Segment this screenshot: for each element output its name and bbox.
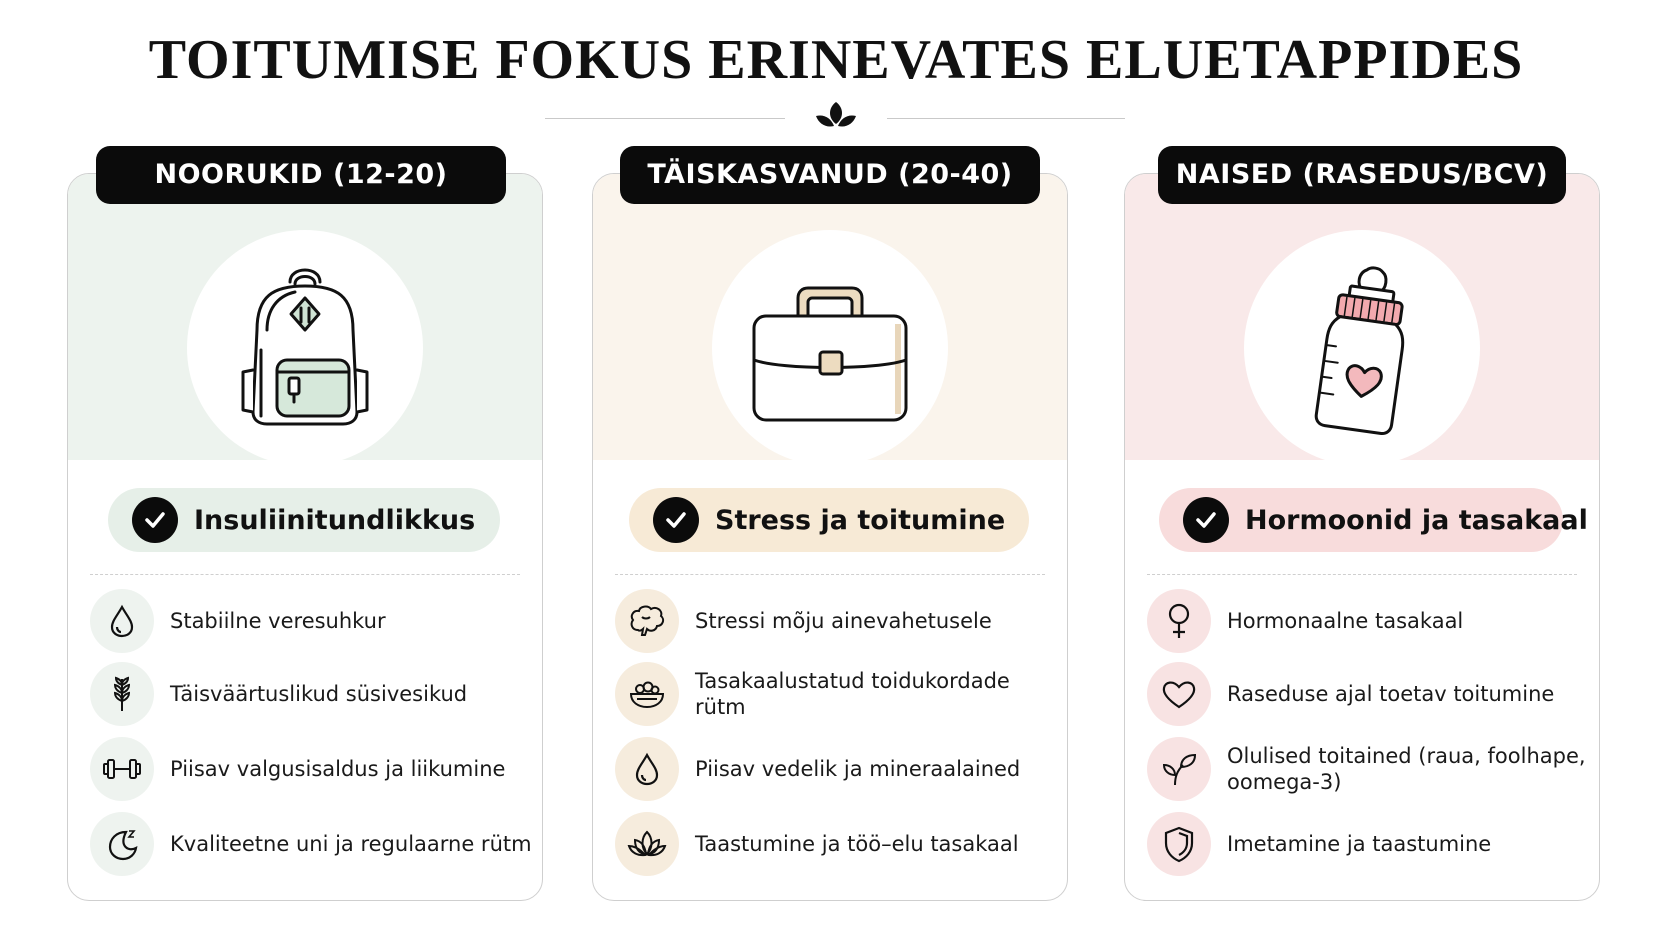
list-item: [90, 662, 532, 726]
focus-label: Stress ja toitumine: [715, 504, 1006, 536]
item-text: Piisav vedelik ja mineraalained: [695, 757, 1021, 781]
card-header-area: [68, 174, 542, 460]
column-tag-adults: TÄISKASVANUD (20-40): [620, 146, 1040, 204]
list-item: [615, 812, 1057, 876]
bowl-icon: [615, 662, 679, 726]
drop-icon: [90, 589, 154, 653]
list-item: [615, 737, 1057, 801]
dashed-divider: [1147, 574, 1577, 575]
leaves-icon: [814, 98, 858, 138]
item-text: Olulised toitained (raua, foolhape, oomega-3): [1227, 744, 1586, 794]
item-text: Tasakaalustatud toidukordade rütm: [695, 669, 1010, 719]
shield-icon: [1147, 812, 1211, 876]
divider-line-right: [887, 118, 1125, 119]
list-item: [615, 589, 1057, 653]
list-item: [90, 812, 532, 876]
item-text: Stressi mõju ainevahetusele: [695, 609, 992, 633]
baby-bottle-icon: [1244, 230, 1480, 466]
illustration-circle: [187, 230, 423, 466]
lotus-icon: [615, 812, 679, 876]
item-text: Piisav valgusisaldus ja liikumine: [170, 757, 506, 781]
item-text: Kvaliteetne uni ja regulaarne rütm: [170, 832, 532, 856]
dashed-divider: [90, 574, 520, 575]
illustration-circle: [1244, 230, 1480, 466]
card-youth: [67, 173, 543, 901]
card-women: [1124, 173, 1600, 901]
sprout-icon: [1147, 737, 1211, 801]
list-item: [90, 589, 532, 653]
list-item: [1147, 662, 1589, 726]
list-item: [1147, 737, 1589, 801]
list-item: [1147, 812, 1589, 876]
check-icon: [132, 497, 178, 543]
briefcase-icon: [712, 230, 948, 466]
column-tag-women: NAISED (RASEDUS/BCV): [1158, 146, 1566, 204]
list-item: [1147, 589, 1589, 653]
item-text: Hormonaalne tasakaal: [1227, 609, 1464, 633]
item-text: Täisväärtuslikud süsivesikud: [170, 682, 468, 706]
check-icon: [1183, 497, 1229, 543]
item-text: Taastumine ja töö–elu tasakaal: [695, 832, 1019, 856]
card-adults: [592, 173, 1068, 901]
dumbbell-icon: [90, 737, 154, 801]
item-text: Stabiilne veresuhkur: [170, 609, 386, 633]
list-item: [615, 662, 1057, 726]
brain-icon: [615, 589, 679, 653]
moon-icon: [90, 812, 154, 876]
focus-pill: [1159, 488, 1588, 552]
heart-icon: [1147, 662, 1211, 726]
drop-icon: [615, 737, 679, 801]
backpack-icon: [187, 230, 423, 466]
illustration-circle: [712, 230, 948, 466]
focus-pill: [629, 488, 1029, 552]
card-header-area: [1125, 174, 1599, 460]
focus-pill: [108, 488, 500, 552]
check-icon: [653, 497, 699, 543]
wheat-icon: [90, 662, 154, 726]
female-symbol-icon: [1147, 589, 1211, 653]
focus-label: Insuliinitundlikkus: [194, 504, 476, 536]
title-divider: [0, 98, 1672, 138]
list-item: [90, 737, 532, 801]
dashed-divider: [615, 574, 1045, 575]
card-header-area: [593, 174, 1067, 460]
item-text: Imetamine ja taastumine: [1227, 832, 1492, 856]
focus-label: Hormoonid ja tasakaal: [1245, 504, 1588, 536]
divider-line-left: [545, 118, 785, 119]
page-title: TOITUMISE FOKUS ERINEVATES ELUETAPPIDES: [148, 29, 1524, 91]
item-text: Raseduse ajal toetav toitumine: [1227, 682, 1555, 706]
column-tag-youth: NOORUKID (12-20): [96, 146, 506, 204]
